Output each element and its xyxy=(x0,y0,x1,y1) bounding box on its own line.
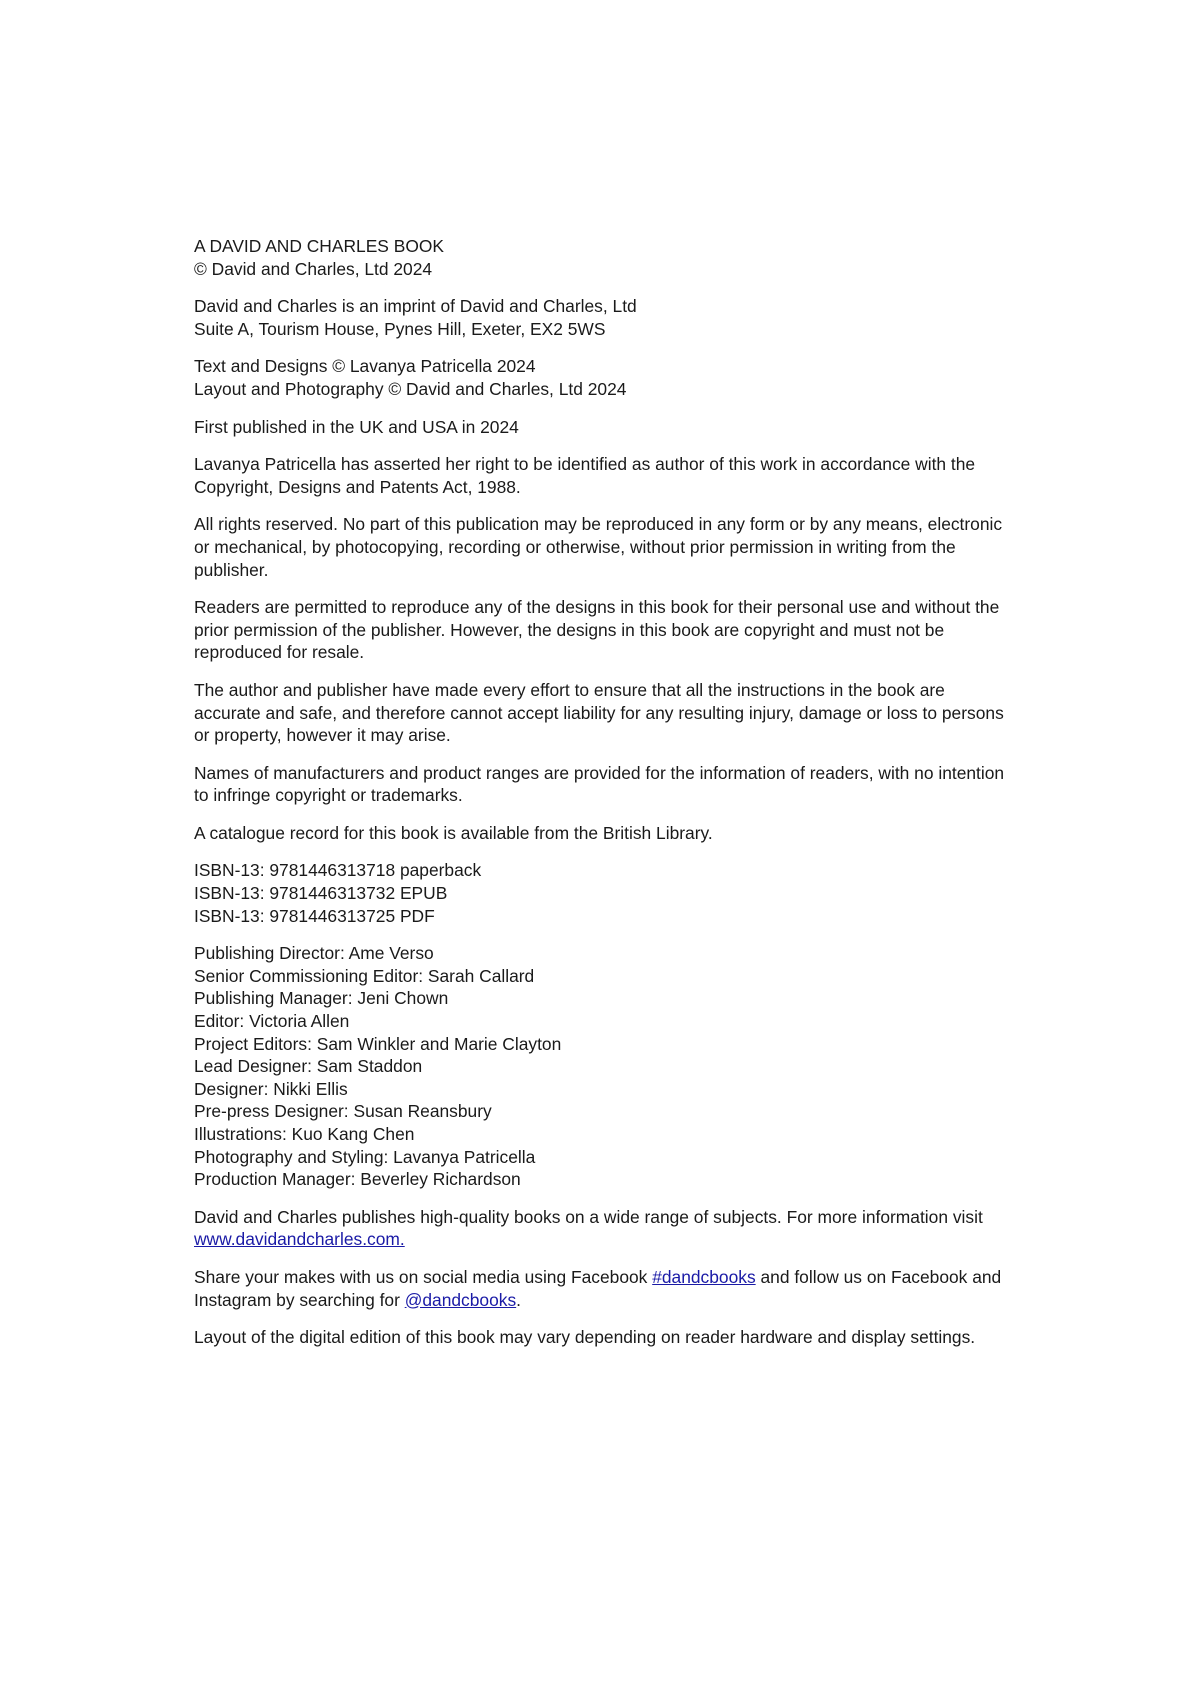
credit-line: Designer: Nikki Ellis xyxy=(194,1078,348,1099)
imprint-title: A DAVID AND CHARLES BOOK xyxy=(194,236,444,256)
rights-reserved-statement: All rights reserved. No part of this publication may be reproduced in any form or by any means, electronic or mechanical, by photocopying, recording or otherwise, without prior permission in writing from the publisher. xyxy=(194,514,1003,580)
website-link[interactable]: www.davidandcharles.com. xyxy=(194,1229,405,1250)
isbn-epub: ISBN-13: 9781446313732 EPUB xyxy=(194,883,448,904)
credit-line: Illustrations: Kuo Kang Chen xyxy=(194,1124,415,1144)
social-text-after: . xyxy=(516,1289,522,1310)
isbn-pdf: ISBN-13: 9781446313725 PDF xyxy=(194,905,435,926)
catalogue-record: A catalogue record for this book is available from the British Library. xyxy=(194,822,713,843)
credit-line: Photography and Styling: Lavanya Patricella xyxy=(194,1146,536,1167)
first-published: First published in the UK and USA in 2024 xyxy=(194,416,519,437)
more-info-text: David and Charles publishes high-quality books on a wide range of subjects. For more information visit xyxy=(194,1206,983,1227)
publisher-address-line: Suite A, Tourism House, Pynes Hill, Exeter, EX2 5WS xyxy=(194,318,606,339)
digital-edition-note: Layout of the digital edition of this book may vary depending on reader hardware and display settings. xyxy=(194,1327,976,1348)
isbn-paperback: ISBN-13: 9781446313718 paperback xyxy=(194,860,482,881)
layout-photography-copyright: Layout and Photography © David and Charles, Ltd 2024 xyxy=(194,378,627,399)
imprint-copyright: © David and Charles, Ltd 2024 xyxy=(194,258,433,279)
hashtag-link[interactable]: #dandcbooks xyxy=(652,1266,756,1287)
moral-rights-statement: Lavanya Patricella has asserted her right to be identified as author of this work in accordance with the Copyright, Designs and Patents Act, 1988. xyxy=(194,454,976,497)
imprint-block xyxy=(194,235,1014,280)
reproduction-permission-statement: Readers are permitted to reproduce any of the designs in this book for their personal use and without the prior permission of the publisher. However, the designs in this book are copyright and must not be reproduced for resale. xyxy=(194,597,1000,663)
text-designs-copyright: Text and Designs © Lavanya Patricella 2024 xyxy=(194,356,536,377)
credit-line: Senior Commissioning Editor: Sarah Callard xyxy=(194,965,535,986)
social-text-before: Share your makes with us on social media using Facebook xyxy=(194,1266,653,1287)
credit-line: Production Manager: Beverley Richardson xyxy=(194,1169,521,1190)
more-info-paragraph xyxy=(194,1206,1014,1251)
liability-disclaimer: The author and publisher have made every effort to ensure that all the instructions in the book are accurate and safe, and therefore cannot accept liability for any resulting injury, damage or loss to persons or property, however it may arise. xyxy=(194,679,1004,746)
copyrights-block xyxy=(194,355,1014,400)
credit-line: Publishing Manager: Jeni Chown xyxy=(194,988,449,1009)
credits-block xyxy=(194,942,1014,1191)
credit-line: Editor: Victoria Allen xyxy=(194,1011,350,1032)
trademark-notice: Names of manufacturers and product ranges are provided for the information of readers, with no intention to infringe copyright or trademarks. xyxy=(194,762,1005,806)
social-media-paragraph xyxy=(194,1266,1014,1311)
copyright-page xyxy=(194,235,1014,1364)
social-text-middle: and follow us on Facebook and Instagram by searching for xyxy=(194,1266,1002,1310)
credit-line: Pre-press Designer: Susan Reansbury xyxy=(194,1101,492,1122)
credit-line: Lead Designer: Sam Staddon xyxy=(194,1056,423,1077)
publisher-address-block xyxy=(194,295,1014,340)
isbn-block xyxy=(194,859,1014,927)
credit-line: Project Editors: Sam Winkler and Marie Clayton xyxy=(194,1033,562,1054)
publisher-imprint-line: David and Charles is an imprint of David and Charles, Ltd xyxy=(194,296,637,317)
credit-line: Publishing Director: Ame Verso xyxy=(194,943,434,964)
social-handle-link[interactable]: @dandcbooks xyxy=(404,1289,517,1310)
